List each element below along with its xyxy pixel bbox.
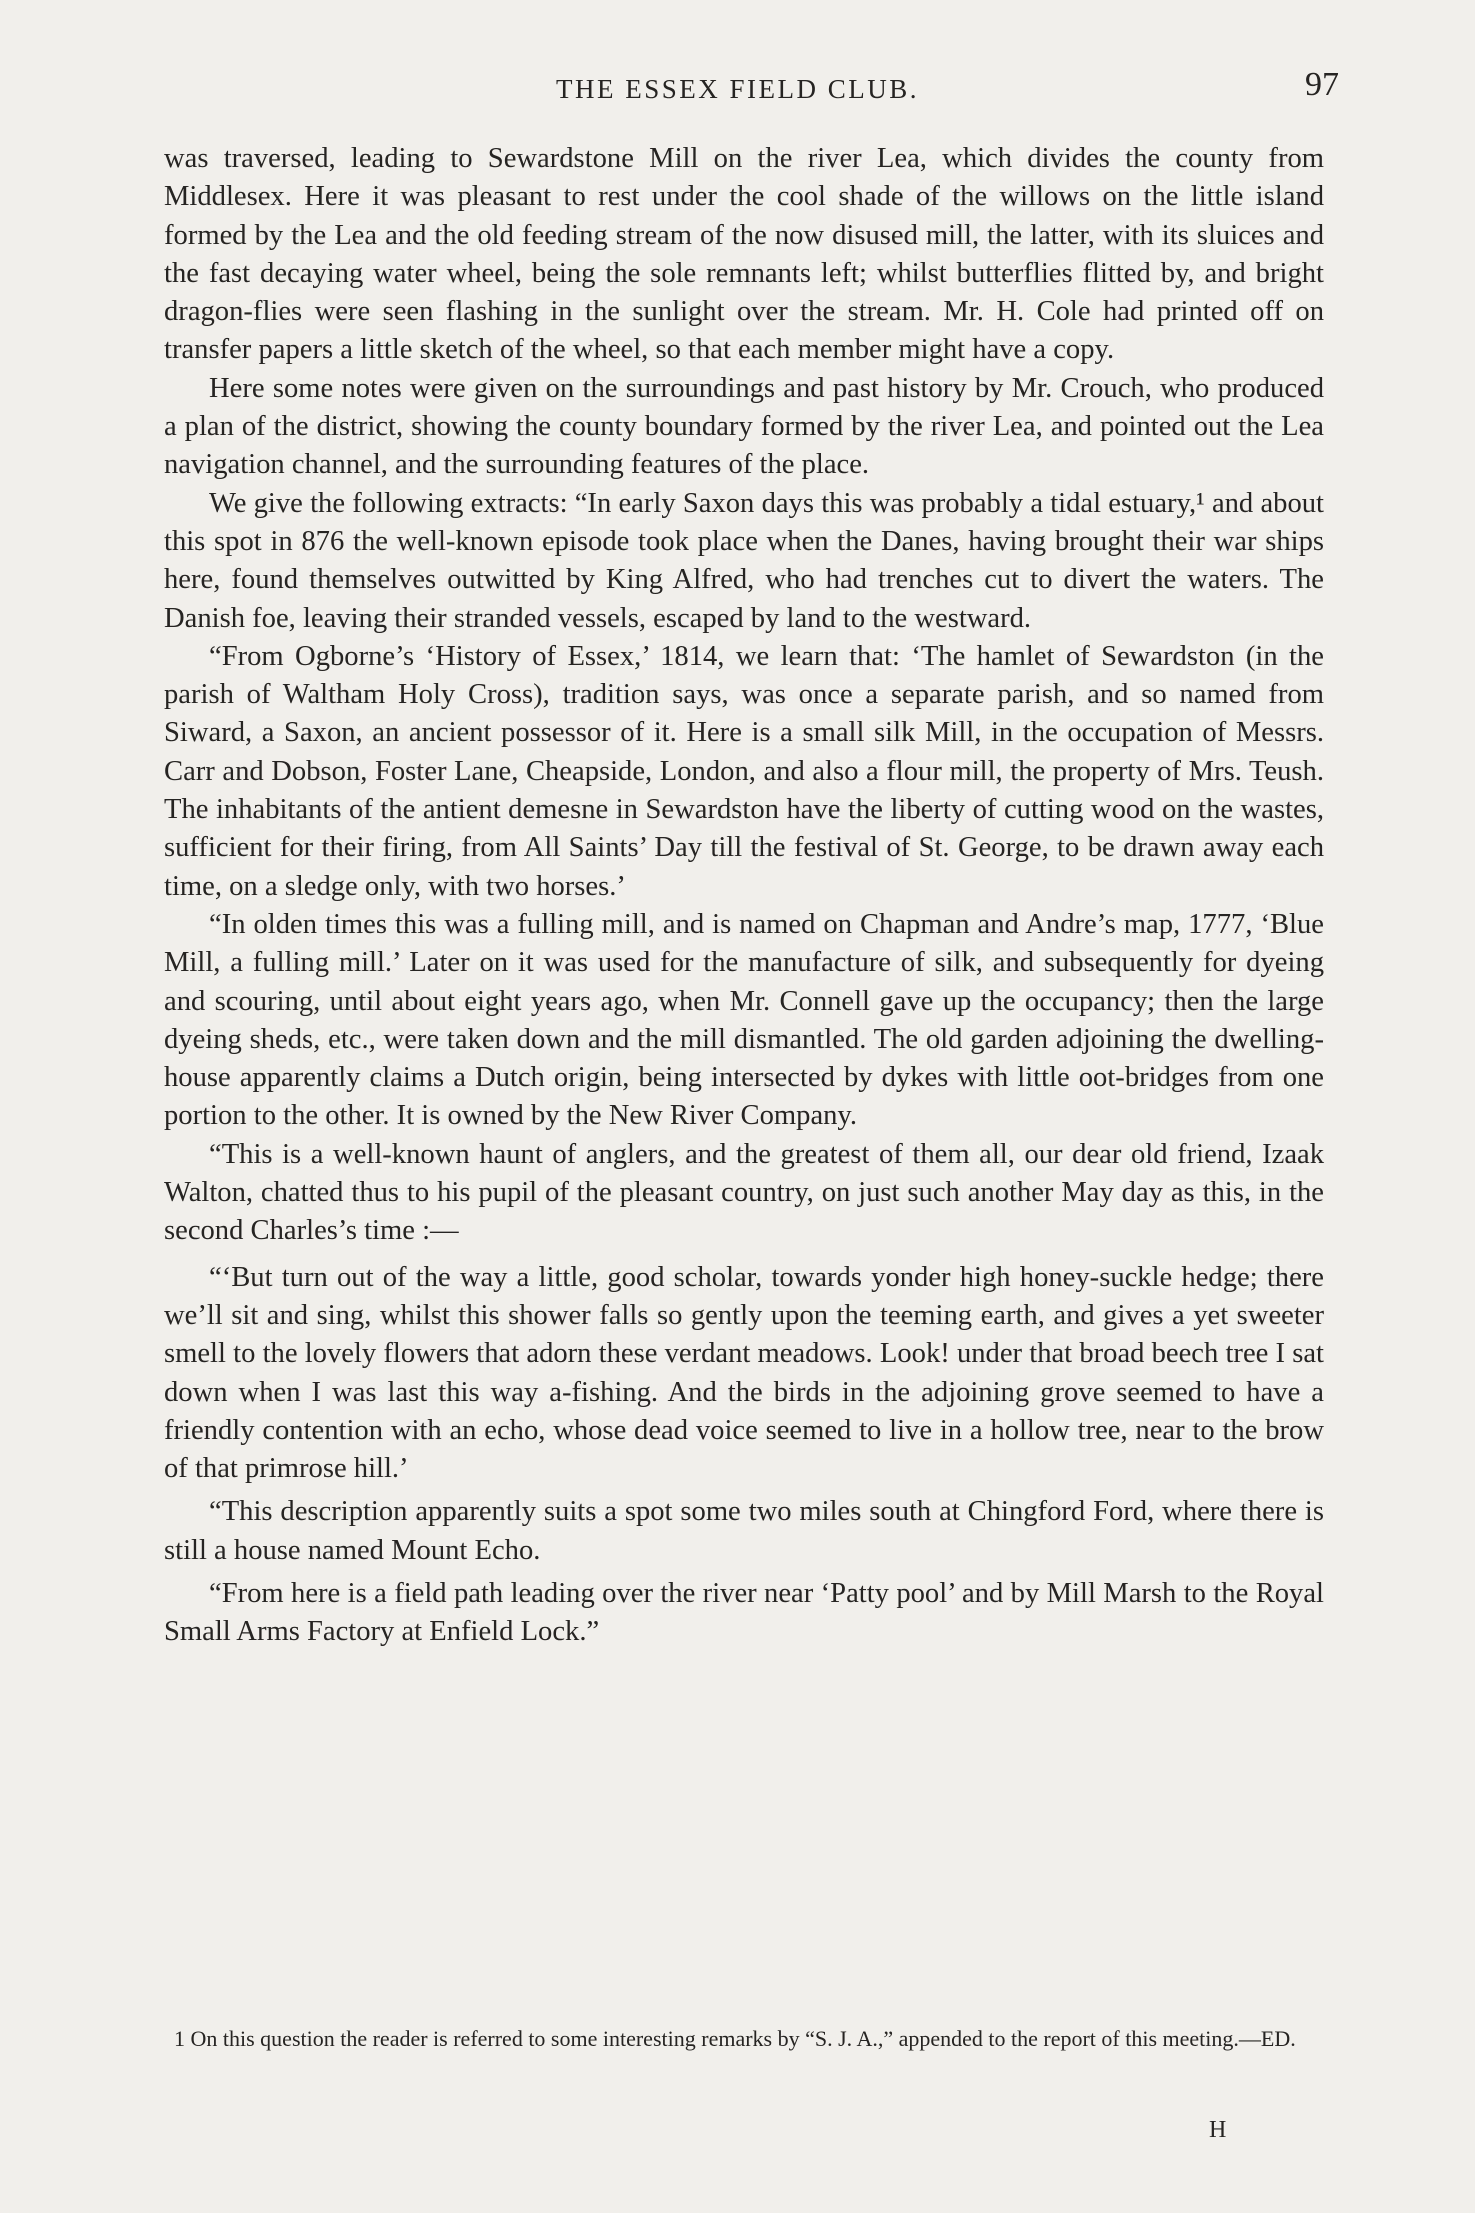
paragraph: Here some notes were given on the surroundings and past history by Mr. Crouch, who produced a plan of the district, showing the county boundary formed by the river Lea, and pointed out the Lea navigation channel, and the surrounding features of the place. bbox=[164, 372, 1324, 481]
paragraph: “In olden times this was a fulling mill, and is named on Chapman and Andre’s map, 1777, ‘Blue Mill, a fulling mill.’ Later on it was used for the manufacture of silk, and subsequently for dyeing and scouring, until about eight years ago, when Mr. Connell gave up the occupancy; then the large dyeing sheds, etc., were taken down and the mill dismantled. The old garden adjoining the dwelling-house apparently claims a Dutch origin, being intersected by dykes with little oot-bridges from one portion to the other. It is owned by the New River Company. bbox=[164, 908, 1324, 1132]
signature-mark: H bbox=[1209, 2117, 1227, 2143]
paragraph: “This is a well-known haunt of anglers, and the greatest of them all, our dear old friend, Izaak Walton, chatted thus to his pupil of the pleasant country, on just such another May day as this, in the second Charles’s time :— bbox=[164, 1138, 1324, 1247]
footnotes bbox=[164, 2024, 1324, 2054]
page-header bbox=[0, 58, 1475, 118]
footnote: 1 On this question the reader is referred to some interesting remarks by “S. J. A.,” appended to the report of this meeting.—ED. bbox=[174, 2026, 1296, 2051]
paragraph: “From Ogborne’s ‘History of Essex,’ 1814, we learn that: ‘The hamlet of Sewardston (in the parish of Waltham Holy Cross), tradition says, was once a separate parish, and so named from Siward, a Saxon, an ancient possessor of it. Here is a small silk Mill, in the occupation of Messrs. Carr and Dobson, Foster Lane, Cheapside, London, and also a flour mill, the property of Mrs. Teush. The inhabitants of the antient demesne in Sewardston have the liberty of cutting wood on the wastes, sufficient for their firing, from All Saints’ Day till the festival of St. George, to be drawn away each time, on a sledge only, with two horses.’ bbox=[164, 640, 1324, 902]
paragraph: We give the following extracts: “In early Saxon days this was probably a tidal estuary,¹ and about this spot in 876 the well-known episode took place when the Danes, having brought their war ships here, found themselves outwitted by King Alfred, who had trenches cut to divert the waters. The Danish foe, leaving their stranded vessels, escaped by land to the westward. bbox=[164, 487, 1324, 634]
running-head: THE ESSEX FIELD CLUB. bbox=[556, 74, 919, 104]
paragraph: “This description apparently suits a spot some two miles south at Chingford Ford, where there is still a house named Mount Echo. bbox=[164, 1496, 1324, 1566]
page-number: 97 bbox=[1305, 66, 1339, 103]
paragraph: “From here is a field path leading over the river near ‘Patty pool’ and by Mill Marsh to the Royal Small Arms Factory at Enfield Lock.” bbox=[164, 1577, 1324, 1648]
body-text bbox=[164, 140, 1324, 1652]
paragraph: was traversed, leading to Sewardstone Mill on the river Lea, which divides the county from Middlesex. Here it was pleasant to rest under the cool shade of the willows on the little island formed by the Lea and the old feeding stream of the now disused mill, the latter, with its sluices and the fast decaying water wheel, being the sole remnants left; whilst butterflies flitted by, and bright dragon-flies were seen flashing in the sunlight over the stream. Mr. H. Cole had printed off on transfer papers a little sketch of the wheel, so that each member might have a copy. bbox=[164, 143, 1324, 366]
walton-quotation: “‘But turn out of the way a little, good scholar, towards yonder high honey-suckle hedge; there we’ll sit and sing, whilst this shower falls so gently upon the teeming earth, and gives a yet sweeter smell to the lovely flowers that adorn these verdant meadows. Look! under that broad beech tree I sat down when I was last this way a-fishing. And the birds in the adjoining grove seemed to have a friendly contention with an echo, whose dead voice seemed to live in a hollow tree, near to the brow of that primrose hill.’ bbox=[164, 1261, 1324, 1485]
